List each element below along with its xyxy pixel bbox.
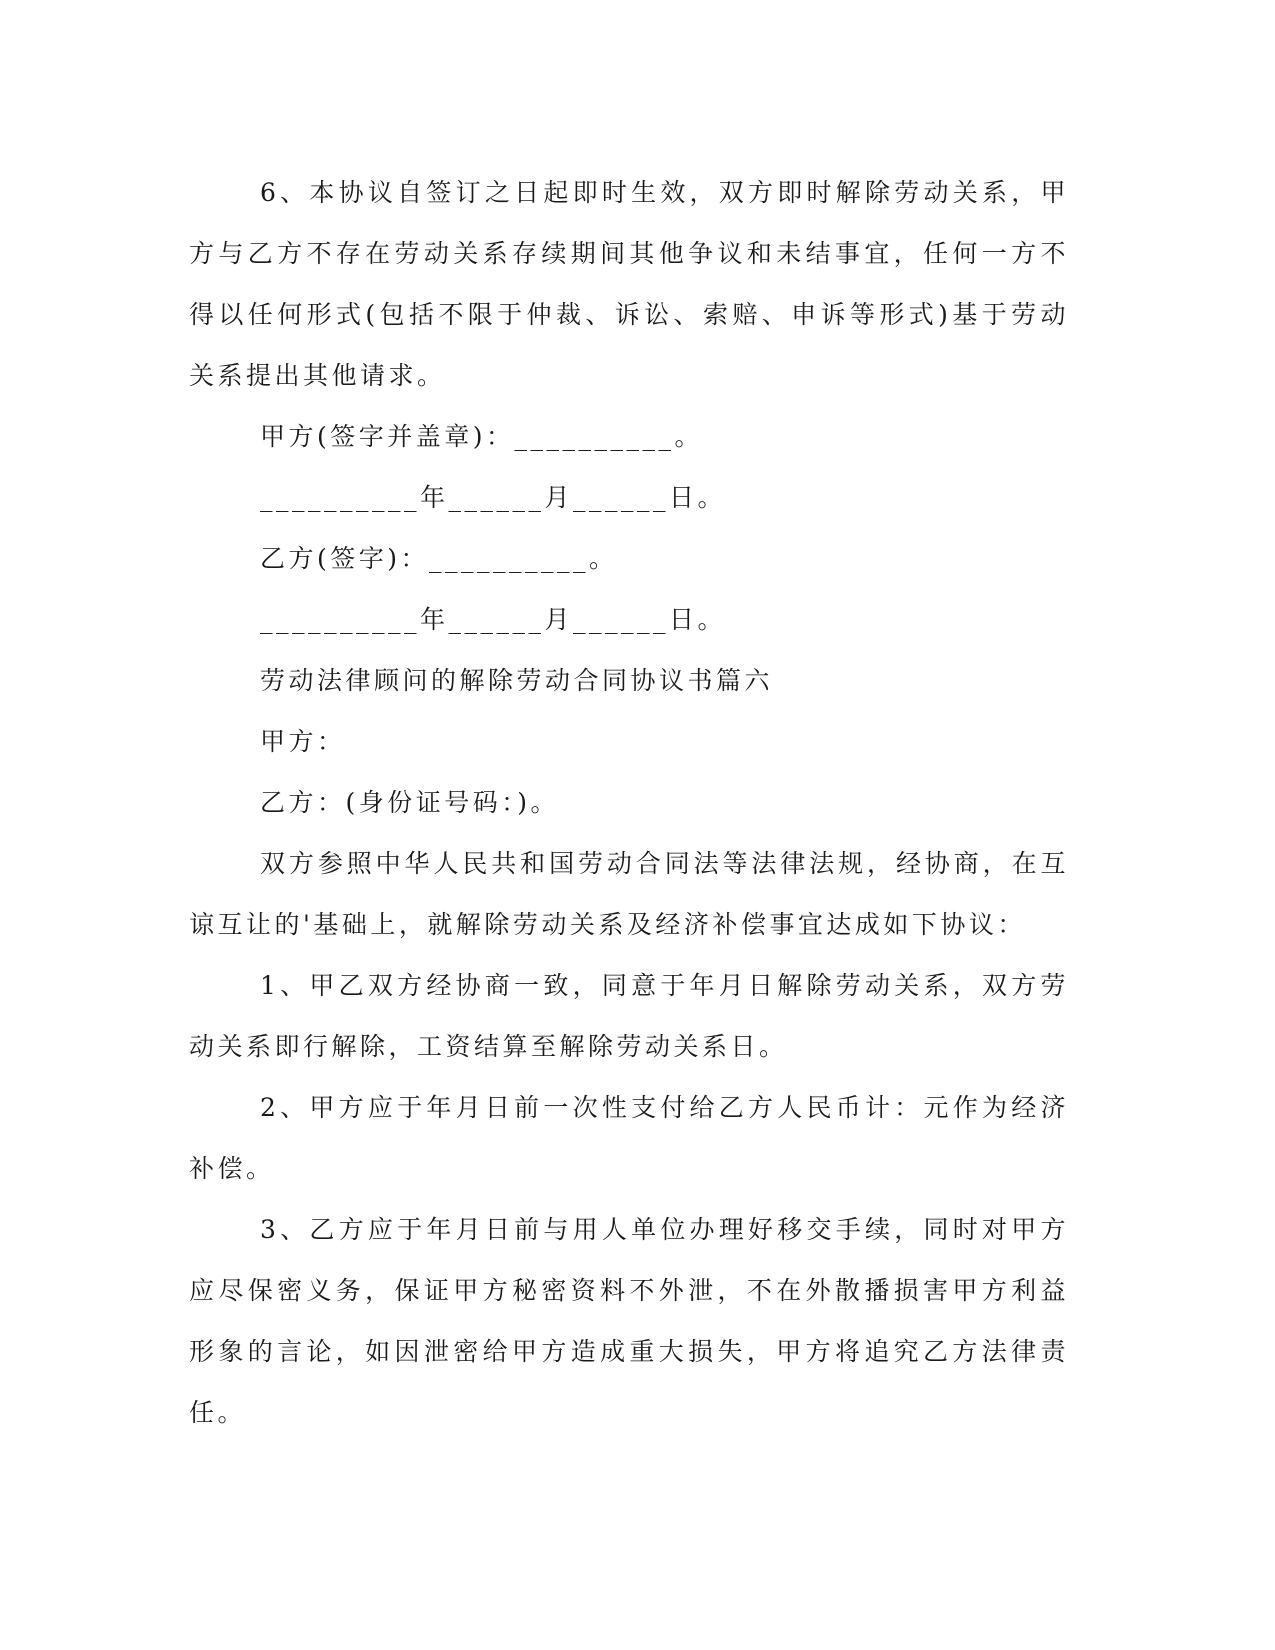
party-a-signature-line: 甲方(签字并盖章)：__________。 bbox=[260, 422, 704, 451]
party-a-line: 甲方： bbox=[260, 727, 346, 756]
party-b-date-line: __________年______月______日。 bbox=[260, 605, 727, 634]
clause-6: 6、本协议自签订之日起即时生效，双方即时解除劳动关系，甲方与乙方不存在劳动关系存续期间其他争议和未结事宜，任何一方不得以任何形式(包括不限于仲裁、诉讼、索赔、申诉等形式)基于劳动关系提出其他请求。 bbox=[189, 178, 1069, 390]
clause-2: 2、甲方应于年月日前一次性支付给乙方人民币计：元作为经济补偿。 bbox=[189, 1093, 1069, 1183]
document-body bbox=[189, 162, 1069, 1443]
party-b-line: 乙方：(身份证号码：)。 bbox=[260, 788, 560, 817]
clause-3: 3、乙方应于年月日前与用人单位办理好移交手续，同时对甲方应尽保密义务，保证甲方秘密资料不外泄，不在外散播损害甲方利益形象的言论，如因泄密给甲方造成重大损失，甲方将追究乙方法律责任。 bbox=[189, 1215, 1069, 1427]
preamble: 双方参照中华人民共和国劳动合同法等法律法规，经协商，在互谅互让的'基础上，就解除劳动关系及经济补偿事宜达成如下协议： bbox=[189, 849, 1069, 939]
clause-1: 1、甲乙双方经协商一致，同意于年月日解除劳动关系，双方劳动关系即行解除，工资结算至解除劳动关系日。 bbox=[189, 971, 1069, 1061]
section-heading: 劳动法律顾问的解除劳动合同协议书篇六 bbox=[260, 666, 774, 695]
party-b-signature-line: 乙方(签字)：__________。 bbox=[260, 544, 618, 573]
party-a-date-line: __________年______月______日。 bbox=[260, 483, 727, 512]
